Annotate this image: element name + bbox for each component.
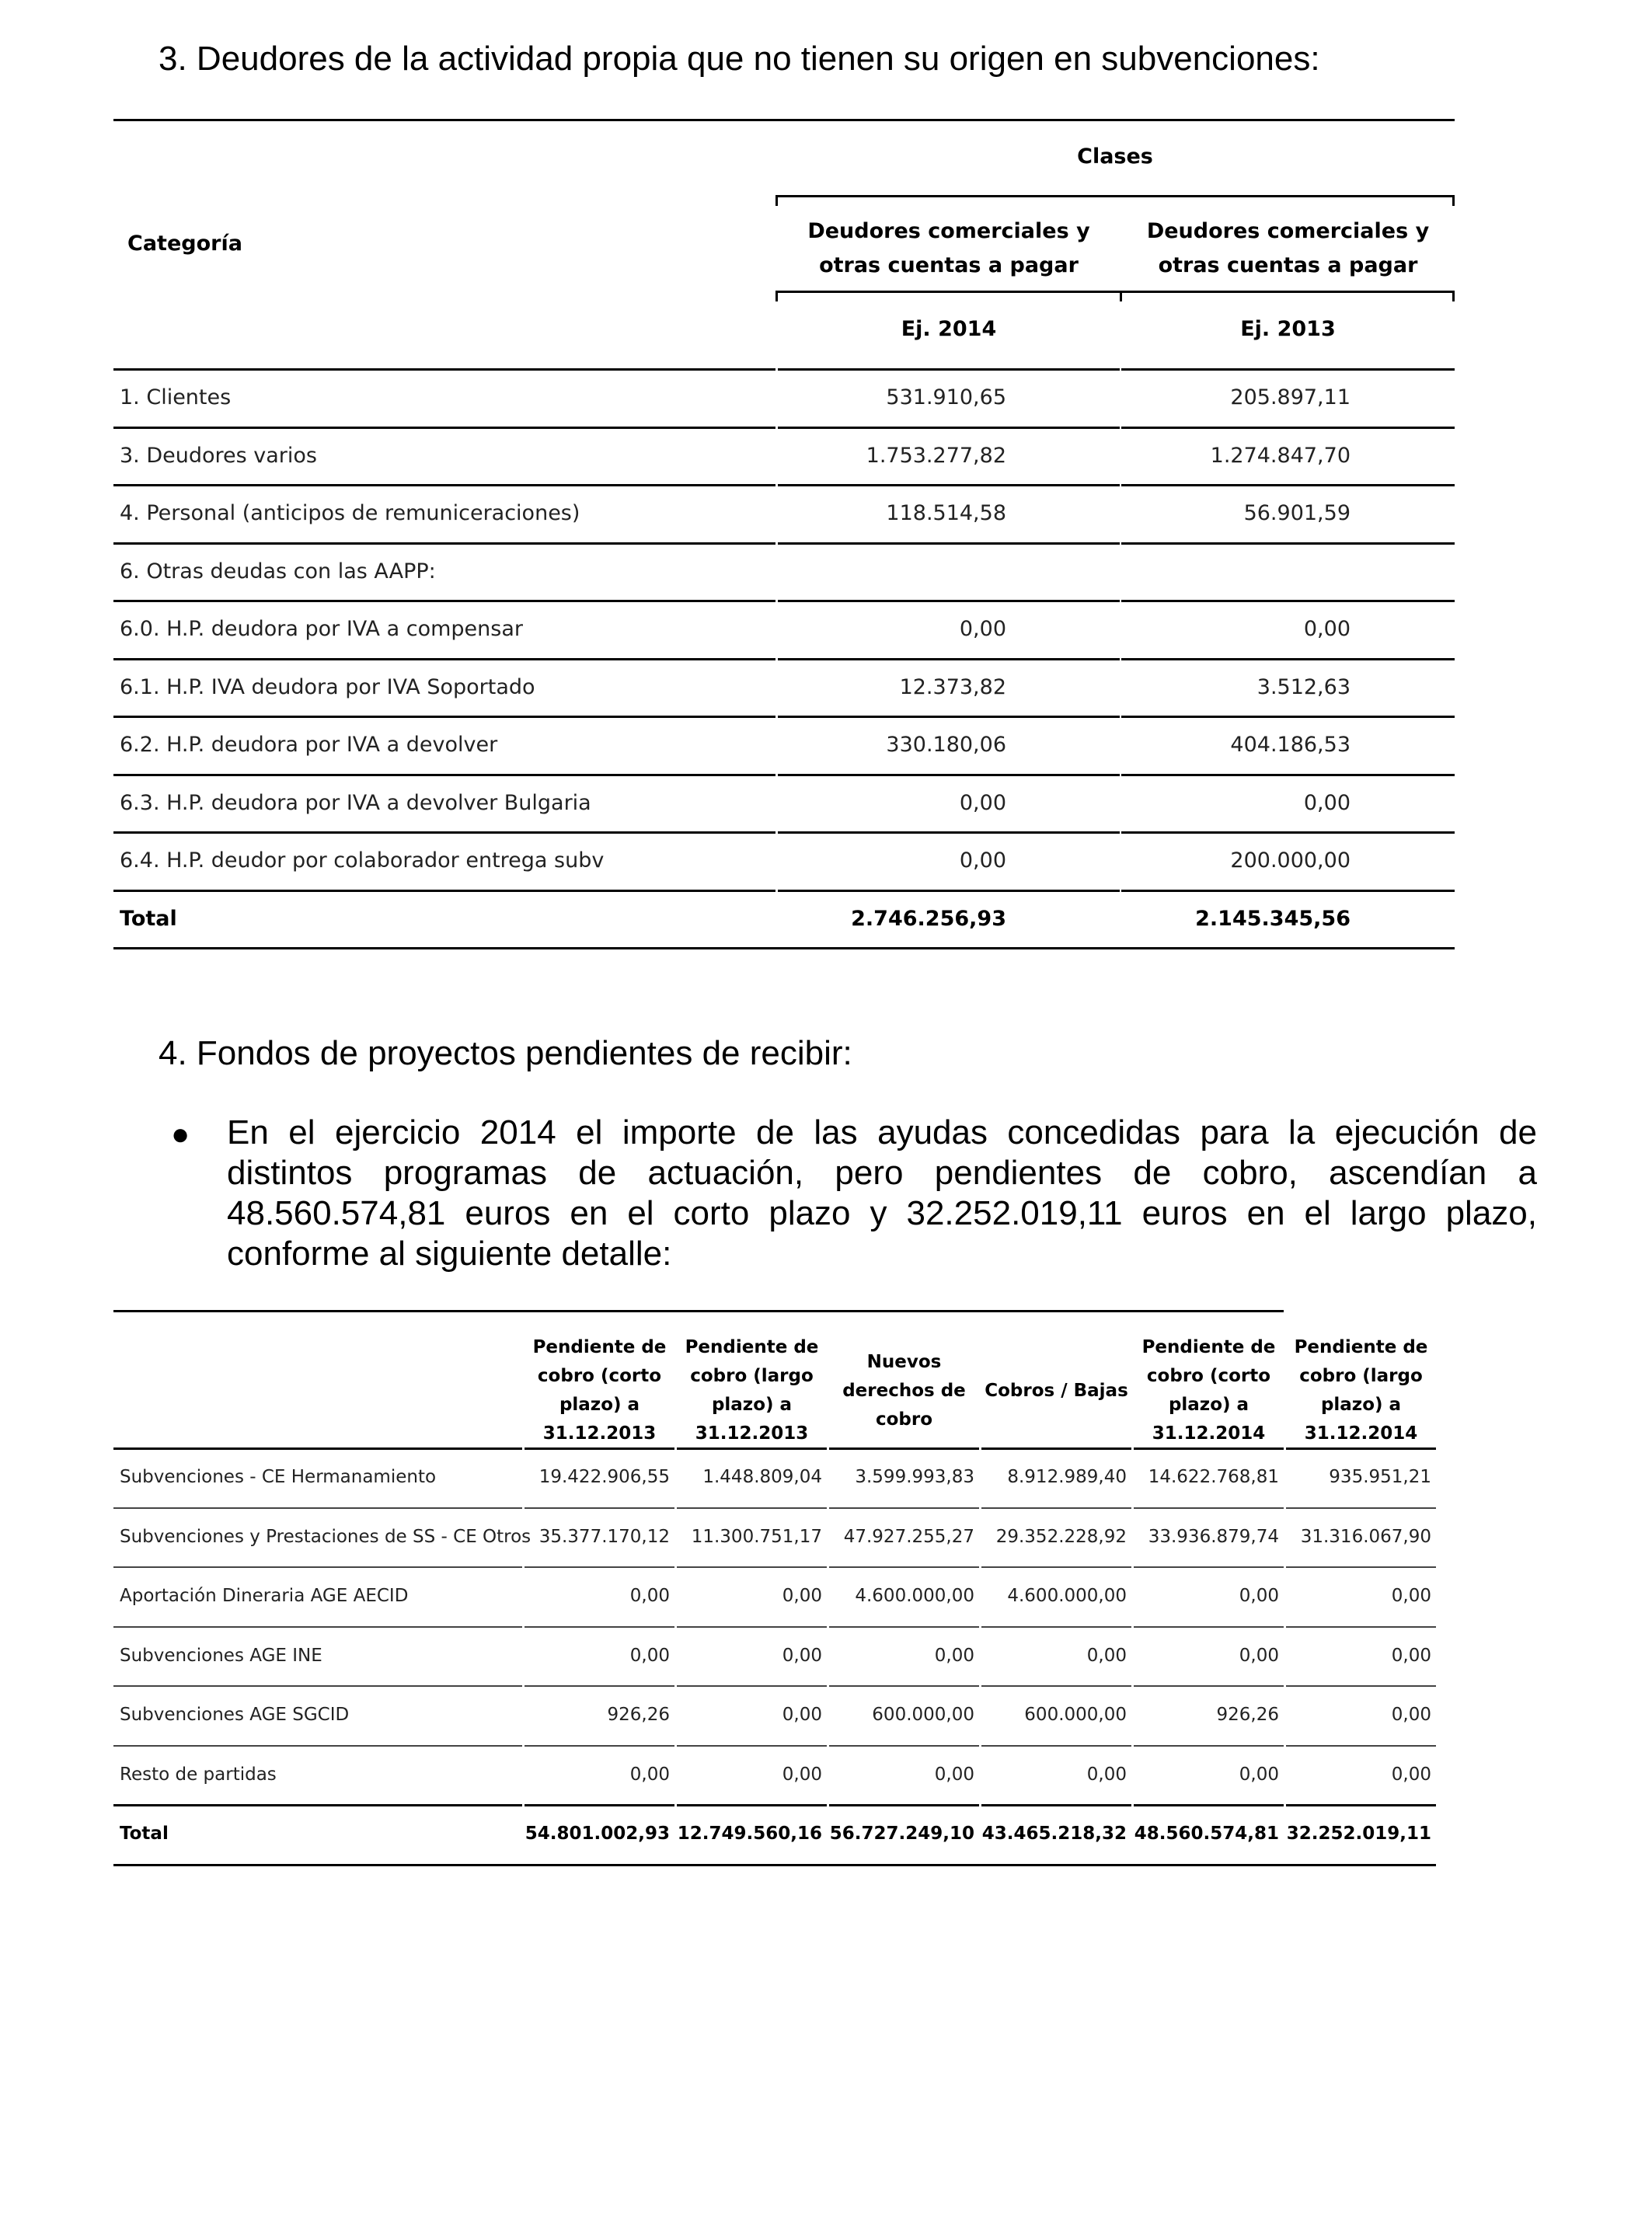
row2-rule-4 [1134,1626,1284,1628]
row-label: 6.4. H.P. deudor por colaborador entrega subv [120,848,605,873]
header-line: 31.12.2013 [542,1423,657,1444]
row-value-2013: 404.186,53 [1230,733,1351,757]
row-value-2: 0,00 [934,1764,974,1785]
row-rule-1 [778,890,1120,892]
row-rule-0 [113,890,775,892]
row-value-1: 11.300.751,17 [691,1527,822,1547]
section-4-heading: 4. Fondos de proyectos pendientes de recibir: [159,1034,852,1072]
header-line: cobro (corto [1146,1366,1271,1386]
row-value-5: 0,00 [1391,1705,1431,1725]
row2-rule-1 [677,1507,827,1509]
header-line: plazo) a [559,1395,640,1415]
header-line: plazo) a [711,1395,793,1415]
row-value-0: 0,00 [629,1586,670,1606]
row-value-3: 29.352.228,92 [995,1527,1127,1547]
row2-rule-5 [1286,1804,1436,1806]
header-bottom-rule-2 [1121,368,1455,371]
row-value-2013: 0,00 [1303,791,1351,815]
row-label: 6.3. H.P. deudora por IVA a devolver Bulgaria [120,791,591,815]
row2-rule-0 [525,1626,674,1628]
row2-rule-1 [677,1626,827,1628]
row-value-2014: 0,00 [959,617,1006,641]
row-value-1: 1.448.809,04 [702,1467,822,1487]
row-value-2013: 205.897,11 [1230,385,1351,409]
table2-top-rule [113,1310,1284,1312]
header-line: plazo) a [1320,1395,1402,1415]
row2-rule-2 [829,1685,979,1687]
header-line: cobro (largo [1299,1366,1423,1386]
row2-rule-4 [1134,1566,1284,1568]
row-value-1: 0,00 [782,1646,822,1666]
row-rule-1 [778,542,1120,545]
row2-rule-label [113,1566,522,1568]
header-bottom-rule-1 [778,368,1120,371]
row-rule-1 [778,658,1120,660]
row2-rule-5 [1286,1685,1436,1687]
row-value-3: 4.600.000,00 [1007,1586,1127,1606]
row-value-4: 926,26 [1216,1705,1279,1725]
row-rule-1 [778,831,1120,834]
row2-rule-0 [525,1507,674,1509]
row2-rule-3 [981,1804,1131,1806]
header-line: derechos de [842,1381,966,1401]
row-value-2013: 3.512,63 [1256,675,1351,699]
row-label: Subvenciones - CE Hermanamiento [120,1467,437,1487]
header-line: cobro (largo [690,1366,814,1386]
header-line: plazo) a [1168,1395,1249,1415]
row-value-2013: 0,00 [1303,617,1351,641]
header2-bottom-rule-4 [1134,1447,1284,1450]
row-rule-0 [113,600,775,602]
row2-rule-3 [981,1626,1131,1628]
row2-rule-3 [981,1685,1131,1687]
row2-rule-label [113,1745,522,1747]
total-value-0: 54.801.002,93 [525,1824,670,1844]
row-rule-2 [1121,484,1455,486]
row-value-3: 0,00 [1086,1646,1127,1666]
row-value-4: 0,00 [1239,1646,1279,1666]
header2-bottom-rule-5 [1286,1447,1436,1450]
row2-rule-5 [1286,1566,1436,1568]
section-3-heading: 3. Deudores de la actividad propia que no tienen su origen en subvenciones: [159,40,1320,78]
header2-bottom-rule-label [113,1447,522,1450]
row-rule-0 [113,831,775,834]
row2-rule-0 [525,1685,674,1687]
row-rule-2 [1121,658,1455,660]
row2-rule-4 [1134,1507,1284,1509]
row2-rule-1 [677,1566,827,1568]
clases-bracket [775,195,1455,197]
row-value-2014: 330.180,06 [886,733,1006,757]
row-label: 6. Otras deudas con las AAPP: [120,559,436,584]
row-value-0: 19.422.906,55 [538,1467,670,1487]
row-value-4: 0,00 [1239,1586,1279,1606]
total-value-4: 48.560.574,81 [1134,1824,1279,1844]
row2-rule-2 [829,1804,979,1806]
row-rule-2 [1121,831,1455,834]
row-label: Aportación Dineraria AGE AECID [120,1586,409,1606]
row-value-2: 47.927.255,27 [843,1527,974,1547]
row-value-4: 14.622.768,81 [1148,1467,1279,1487]
clases-bracket-right [1452,195,1455,206]
row-value-5: 0,00 [1391,1586,1431,1606]
row-rule-1 [778,427,1120,429]
clases-bracket-left [775,195,778,206]
row-rule-2 [1121,427,1455,429]
row-rule-2 [1121,600,1455,602]
row2-rule-3 [981,1745,1131,1747]
row-value-2: 3.599.993,83 [855,1467,974,1487]
row2-rule-1 [677,1804,827,1806]
header-line: Pendiente de [685,1337,819,1357]
header-cell-4 [1134,1333,1284,1448]
row2-rule-1 [677,1745,827,1747]
row-value-2: 0,00 [934,1646,974,1666]
row-rule-1 [778,600,1120,602]
header-line: Nuevos [866,1352,942,1372]
row2-rule-5 [1286,1745,1436,1747]
header2-bottom-rule-3 [981,1447,1131,1450]
row-value-3: 600.000,00 [1024,1705,1127,1725]
row2-rule-label [113,1507,522,1509]
total-label: Total [120,907,177,931]
row-value-5: 0,00 [1391,1764,1431,1785]
header-line: 31.12.2014 [1304,1423,1418,1444]
row-value-2013: 200.000,00 [1230,848,1351,873]
row-value-0: 0,00 [629,1764,670,1785]
row-label: 6.1. H.P. IVA deudora por IVA Soportado [120,675,535,699]
row-value-1: 0,00 [782,1705,822,1725]
clases-header: Clases [1077,145,1153,169]
row-rule-0 [113,484,775,486]
row-label: 3. Deudores varios [120,444,317,468]
row-rule-0 [113,542,775,545]
header-cell-5 [1286,1333,1436,1448]
row-value-2013: 56.901,59 [1243,501,1351,525]
row-rule-2 [1121,890,1455,892]
row2-rule-4 [1134,1745,1284,1747]
row-label: 4. Personal (anticipos de remuniceraciones) [120,501,580,525]
row-label: Resto de partidas [120,1764,277,1785]
year-bracket-left [775,291,778,301]
year-bracket-right [1452,291,1455,301]
row2-rule-0 [525,1804,674,1806]
row-value-2014: 1.753.277,82 [866,444,1006,468]
header-line: Cobros / Bajas [985,1381,1128,1401]
row2-rule-2 [829,1626,979,1628]
header-line: cobro [875,1409,933,1430]
header-line: 31.12.2014 [1152,1423,1266,1444]
row-label: Subvenciones AGE INE [120,1646,322,1666]
bullet-paragraph: En el ejercicio 2014 el importe de las ayudas concedidas para la ejecución de distintos programas de actuación, pero pendientes de cobro, ascendían a 48.560.574,81 euros en el corto plazo y 32.252.019,11 euros en el largo plazo, conforme al siguiente detalle: [227,1113,1537,1273]
row-label: Subvenciones AGE SGCID [120,1705,350,1725]
row2-rule-0 [525,1566,674,1568]
row2-rule-1 [677,1685,827,1687]
row2-rule-5 [1286,1626,1436,1628]
total-value-1: 12.749.560,16 [677,1824,822,1844]
row-value-3: 0,00 [1086,1764,1127,1785]
header-line: Pendiente de [1141,1337,1276,1357]
row-rule-2 [1121,542,1455,545]
row-value-5: 0,00 [1391,1646,1431,1666]
class-col-2014: Deudores comerciales y otras cuentas a pagar [807,219,1090,277]
row-rule-2 [1121,774,1455,776]
row-value-0: 35.377.170,12 [538,1527,670,1547]
row-rule-0 [113,427,775,429]
row-rule-0 [113,716,775,718]
row-label: 6.0. H.P. deudora por IVA a compensar [120,617,523,641]
row2-rule-4 [1134,1804,1284,1806]
row-value-2014: 0,00 [959,848,1006,873]
header-cell-3 [981,1377,1131,1406]
header-line: cobro (corto [537,1366,662,1386]
header2-bottom-rule-0 [525,1447,674,1450]
row2-rule-label [113,1685,522,1687]
row-value-2014: 12.373,82 [899,675,1006,699]
row-rule-1 [778,484,1120,486]
class-col-2013: Deudores comerciales y otras cuentas a pagar [1146,219,1430,277]
row2-rule-5 [1286,1507,1436,1509]
category-header: Categoría [127,232,242,256]
header2-bottom-rule-1 [677,1447,827,1450]
row2-rule-3 [981,1507,1131,1509]
row-value-5: 935.951,21 [1329,1467,1431,1487]
year-bracket-mid [1120,291,1122,301]
row-rule-0 [113,658,775,660]
total-value-2014: 2.746.256,93 [851,907,1006,931]
row-value-4: 33.936.879,74 [1148,1527,1279,1547]
header-cell-2 [829,1348,979,1434]
row2-rule-4 [1134,1685,1284,1687]
row-rule-1 [778,774,1120,776]
row-value-2: 600.000,00 [872,1705,974,1725]
table-bottom-rule [113,947,1455,949]
table-top-rule [113,119,1455,121]
row-value-3: 8.912.989,40 [1007,1467,1127,1487]
row-value-2014: 531.910,65 [886,385,1006,409]
header-line: Pendiente de [1294,1337,1428,1357]
row-rule-0 [113,774,775,776]
row-value-1: 0,00 [782,1764,822,1785]
header-cell-0 [525,1333,674,1448]
row-value-5: 31.316.067,90 [1300,1527,1431,1547]
row-value-2014: 0,00 [959,791,1006,815]
header-cell-1 [677,1333,827,1448]
header-line: Pendiente de [532,1337,667,1357]
row2-rule-label [113,1804,522,1806]
bullet-icon: ● [171,1117,190,1151]
row2-rule-2 [829,1745,979,1747]
row2-rule-2 [829,1507,979,1509]
row2-rule-0 [525,1745,674,1747]
total-value-2: 56.727.249,10 [829,1824,974,1844]
header-bottom-rule-0 [113,368,775,371]
row-value-0: 0,00 [629,1646,670,1666]
row2-rule-2 [829,1566,979,1568]
total-value-5: 32.252.019,11 [1286,1824,1431,1844]
row-value-2014: 118.514,58 [886,501,1006,525]
row-value-1: 0,00 [782,1586,822,1606]
header2-bottom-rule-2 [829,1447,979,1450]
header-line: 31.12.2013 [695,1423,809,1444]
row-rule-2 [1121,716,1455,718]
total-value-2013: 2.145.345,56 [1195,907,1351,931]
row-value-0: 926,26 [607,1705,670,1725]
row-value-2013: 1.274.847,70 [1210,444,1351,468]
row-label: Subvenciones y Prestaciones de SS - CE Otros [120,1527,531,1547]
row2-rule-3 [981,1566,1131,1568]
row-label: 6.2. H.P. deudora por IVA a devolver [120,733,498,757]
year-col-2014: Ej. 2014 [901,317,997,341]
total-value-3: 43.465.218,32 [981,1824,1127,1844]
row2-rule-label [113,1626,522,1628]
year-bracket [775,291,1455,293]
row-value-2: 4.600.000,00 [855,1586,974,1606]
table2-bottom-rule [113,1864,1436,1866]
total-label: Total [120,1824,169,1844]
row-label: 1. Clientes [120,385,232,409]
year-col-2013: Ej. 2013 [1240,317,1336,341]
row-value-4: 0,00 [1239,1764,1279,1785]
row-rule-1 [778,716,1120,718]
